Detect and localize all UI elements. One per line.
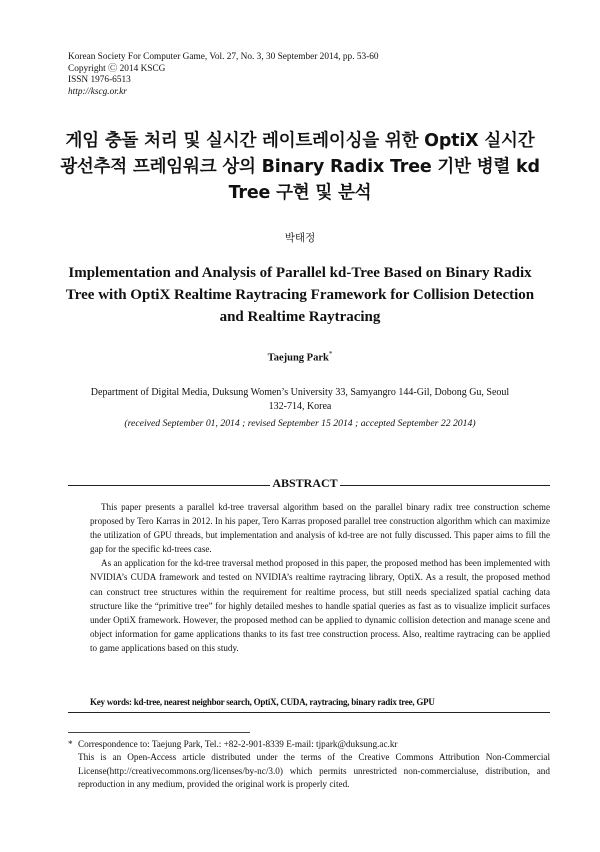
english-title-line: Tree with OptiX Realtime Raytracing Framework for Collision Detection	[65, 287, 535, 303]
korean-author: 박태정	[284, 232, 316, 244]
issn-line: ISSN 1976-6513	[68, 75, 131, 86]
abstract-rule-right	[340, 485, 550, 486]
journal-header	[68, 52, 379, 98]
footnote-rule	[68, 732, 250, 733]
english-title	[52, 262, 548, 328]
license-text: This is an Open-Access article distributed under the terms of the Creative Commons Attribution Non-Commercial License(http://creativecommons.org/licenses/by-nc/3.0) which permits unrestricted non-commercialuse, distribution, and reproduction in any medium, provided the original work is properly cited.	[78, 752, 550, 790]
journal-url[interactable]: http://kscg.or.kr	[68, 86, 127, 97]
abstract-paragraph: This paper presents a parallel kd-tree traversal algorithm based on the parallel binary radix tree construction scheme proposed by Tero Karras in 2012. In his paper, Tero Karras proposed parallel tree construction algorithm which can maximize the utilization of GPU threads, but implementation and analysis of kd-tree are not fully discussed. This paper aims to fill the gap for the specific kd-trees case.	[90, 502, 550, 555]
keywords-rule	[68, 712, 550, 713]
keywords: Key words: kd-tree, nearest neighbor search, OptiX, CUDA, raytracing, binary radix tree, GPU	[90, 697, 435, 707]
affiliation	[70, 386, 530, 414]
english-title-line: Implementation and Analysis of Parallel kd-Tree Based on Binary Radix	[68, 265, 532, 281]
abstract-paragraph: As an application for the kd-tree traversal method proposed in this paper, the proposed method has been implemented with NVIDIA’s CUDA framework and tested on NVIDIA’s realtime raytracing library, OptiX. As a result, the proposed method can construct tree structures within the requirement for realtime process, but still needs specialized spatial caching data structure like the “primitive tree” for highly detailed meshes to handle spatial queries as fast as to visualize implicit surfaces under OptiX framework. However, the proposed method can be applied to dynamic collision detection and manage scene and object information for game applications thanks to its fast tree construction process. Also, realtime raytracing can be applied to game applications based on this study.	[90, 558, 550, 653]
abstract-body	[90, 500, 550, 655]
affiliation-line: 132-714, Korea	[268, 401, 332, 412]
abstract-heading: ABSTRACT	[272, 476, 338, 490]
english-title-line: and Realtime Raytracing	[219, 309, 381, 325]
korean-title	[40, 128, 560, 206]
footnote	[68, 738, 550, 792]
korean-title-line: 광선추적 프레임워크 상의 Binary Radix Tree 기반 병렬 kd	[60, 157, 540, 177]
korean-title-line: Tree 구현 및 분석	[228, 183, 372, 203]
correspondence-line	[68, 738, 550, 751]
korean-title-line: 게임 충돌 처리 및 실시간 레이트레이싱을 위한 OptiX 실시간	[65, 131, 535, 151]
copyright-line: Copyright Ⓒ 2014 KSCG	[68, 63, 166, 74]
author-mark: *	[328, 350, 333, 358]
author-name: Taejung Park	[267, 352, 329, 364]
correspondence-text: Correspondence to: Taejung Park, Tel.: +82-2-901-8339 E-mail: tjpark@duksung.ac.kr	[78, 739, 398, 749]
submission-dates: (received September 01, 2014 ; revised September 15 2014 ; accepted September 22 2014)	[124, 418, 476, 429]
abstract-rule-left	[68, 485, 270, 486]
journal-citation: Korean Society For Computer Game, Vol. 27, No. 3, 30 September 2014, pp. 53-60	[68, 52, 379, 62]
affiliation-line: Department of Digital Media, Duksung Women’s University 33, Samyangro 144-Gil, Dobong Gu, Seoul	[90, 387, 510, 398]
english-author	[0, 350, 600, 364]
footnote-mark: *	[68, 739, 73, 749]
